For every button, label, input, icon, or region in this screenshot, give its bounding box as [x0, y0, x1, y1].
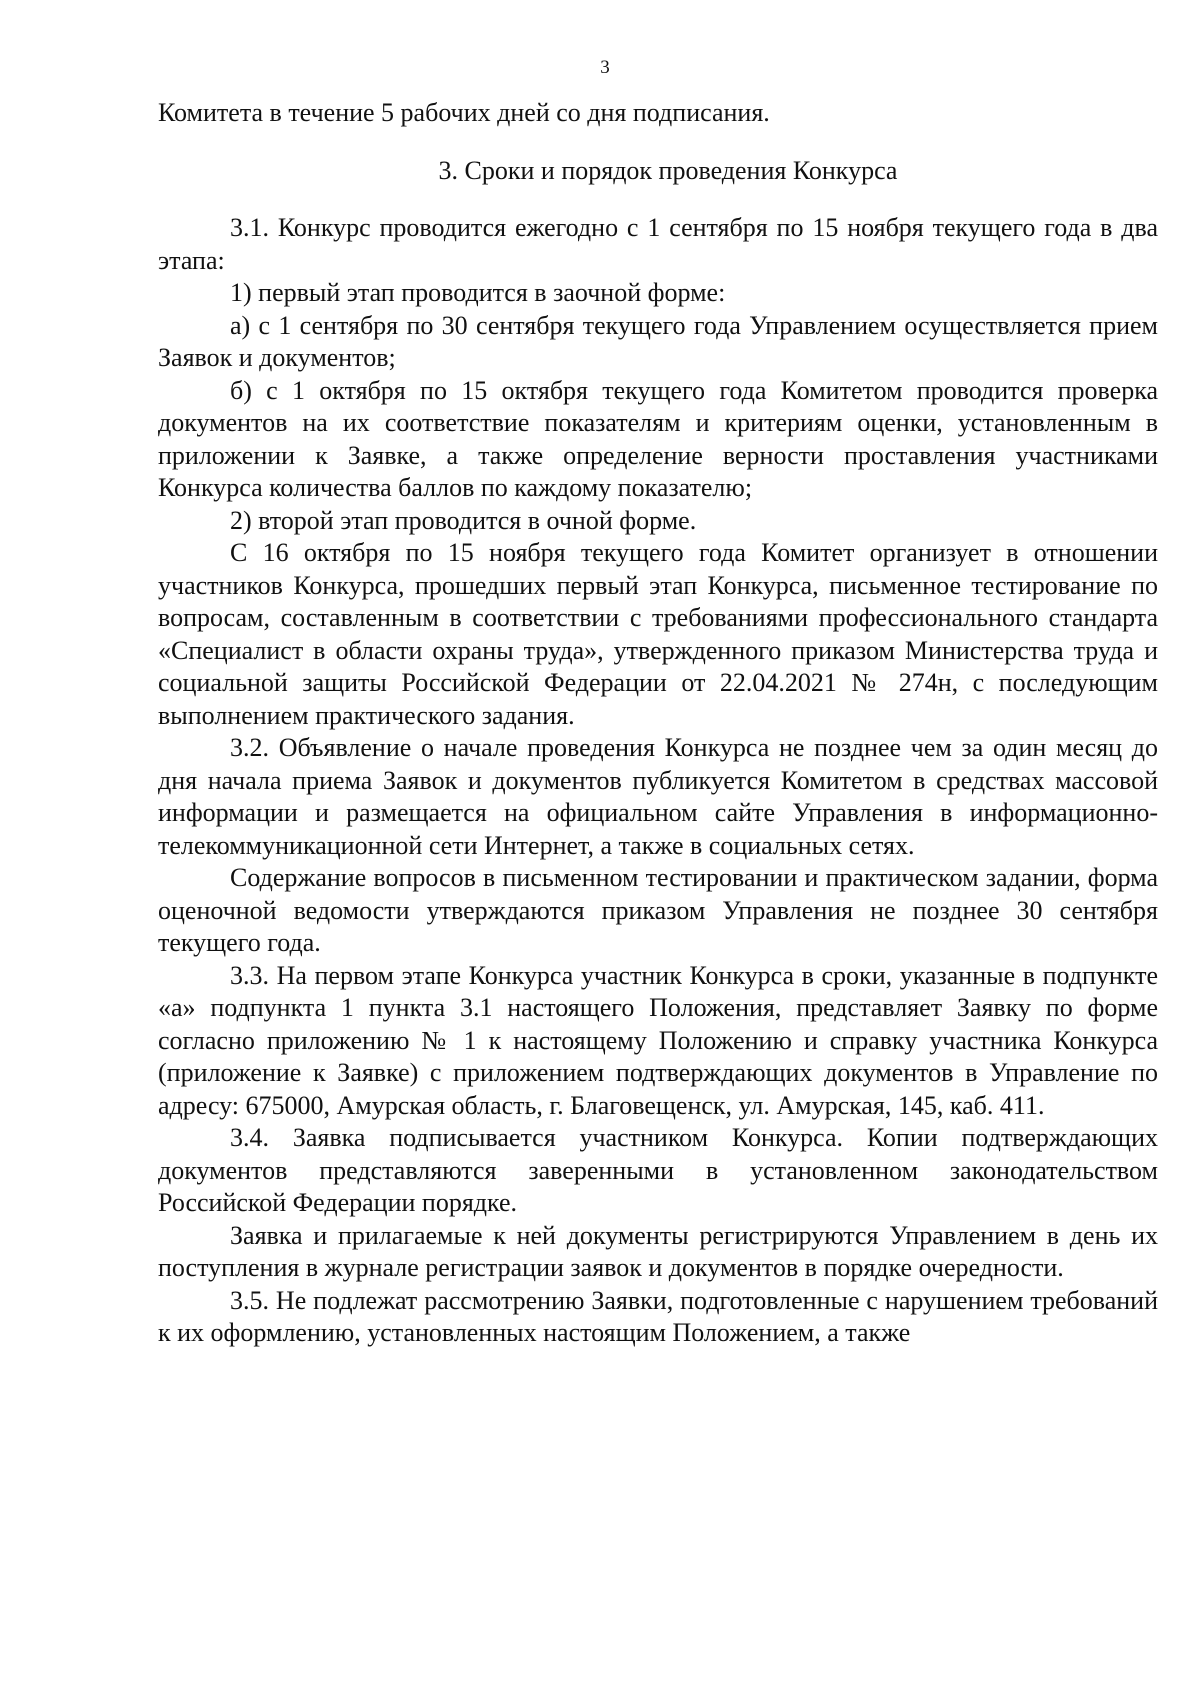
page-number: 3	[600, 57, 610, 78]
paragraph-3-4-registration: Заявка и прилагаемые к ней документы регистрируются Управлением в день их поступления в журнале регистрации заявок и документов в порядке очередности.	[158, 1220, 1158, 1282]
paragraph-3-3: 3.3. На первом этапе Конкурса участник Конкурса в сроки, указанные в подпункте «а» подпункта 1 пункта 3.1 настоящего Положения, представляет Заявку по форме согласно приложению № 1 к настоящему Положению и справку участника Конкурса (приложение к Заявке) с приложением подтверждающих документов в Управление по адресу: 675000, Амурская область, г. Благовещенск, ул. Амурская, 145, каб. 411.	[158, 960, 1158, 1120]
paragraph-stage-2-details: С 16 октября по 15 ноября текущего года Комитет организует в отношении участников Конкурса, прошедших первый этап Конкурса, письменное тестирование по вопросам, составленным в соответствии с требованиями профессионального стандарта «Специалист в области охраны труда», утвержденного приказом Министерства труда и социальной защиты Российской Федерации от 22.04.2021 № 274н, с последующим выполнением практического задания.	[158, 538, 1158, 730]
paragraph-continuation: Комитета в течение 5 рабочих дней со дня подписания.	[158, 98, 770, 127]
paragraph-stage-1-a: а) с 1 сентября по 30 сентября текущего года Управлением осуществляется прием Заявок и документов;	[158, 310, 1158, 372]
section-heading: 3. Сроки и порядок проведения Конкурса	[438, 155, 898, 185]
paragraph-3-1: 3.1. Конкурс проводится ежегодно с 1 сентября по 15 ноября текущего года в два этапа:	[158, 213, 1158, 275]
paragraph-stage-1: 1) первый этап проводится в заочной форме:	[230, 278, 726, 307]
paragraph-stage-2: 2) второй этап проводится в очной форме.	[230, 505, 697, 535]
paragraph-3-4: 3.4. Заявка подписывается участником Конкурса. Копии подтверждающих документов представляются заверенными в установленном законодательством Российской Федерации порядке.	[158, 1123, 1158, 1217]
paragraph-3-5: 3.5. Не подлежат рассмотрению Заявки, подготовленные с нарушением требований к их оформлению, установленных настоящим Положением, а также	[158, 1285, 1158, 1347]
paragraph-3-2-content: Содержание вопросов в письменном тестировании и практическом задании, форма оценочной ведомости утверждаются приказом Управления не позднее 30 сентября текущего года.	[158, 863, 1158, 957]
document-body	[158, 97, 1158, 1350]
paragraph-stage-1-b: б) с 1 октября по 15 октября текущего года Комитетом проводится проверка документов на их соответствие показателям и критериям оценки, установленным в приложении к Заявке, а также определение верности проставления участниками Конкурса количества баллов по каждому показателю;	[158, 375, 1158, 502]
paragraph-3-2: 3.2. Объявление о начале проведения Конкурса не позднее чем за один месяц до дня начала приема Заявок и документов публикуется Комитетом в средствах массовой информации и размещается на официальном сайте Управления в информационно-телекоммуникационной сети Интернет, а также в социальных сетях.	[158, 733, 1158, 860]
